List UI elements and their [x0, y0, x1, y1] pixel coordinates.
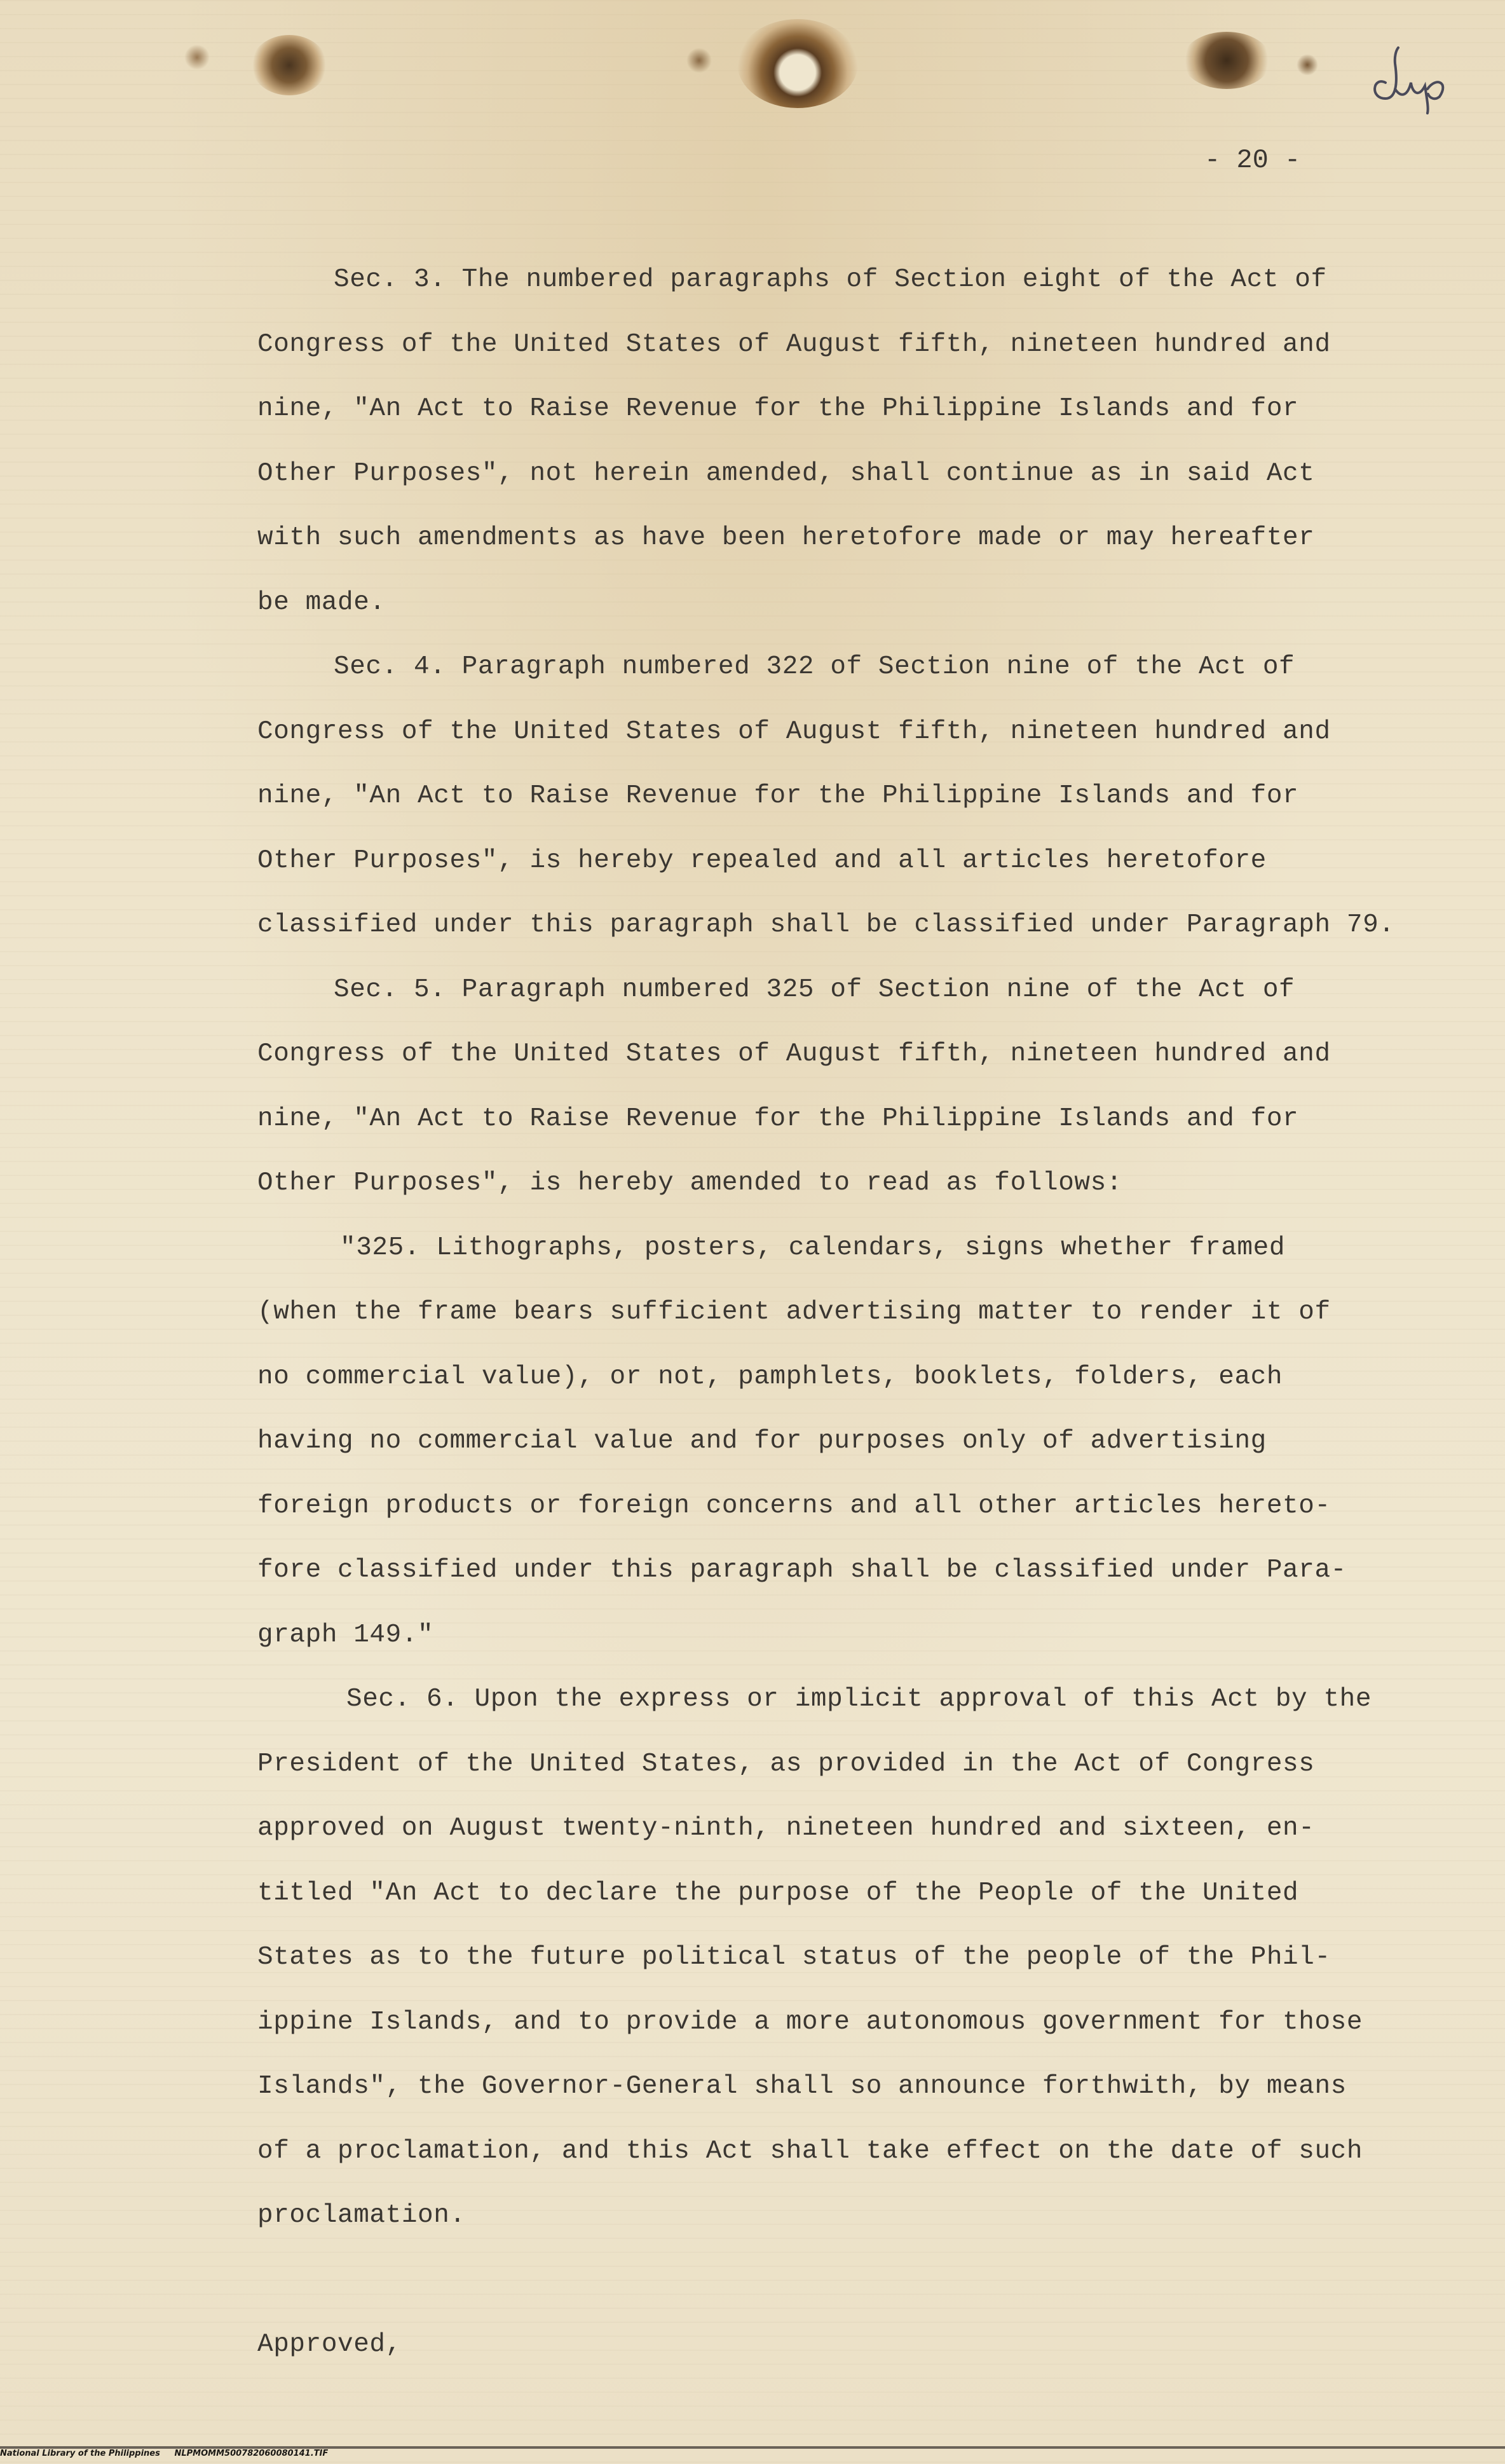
text-line: "325. Lithographs, posters, calendars, signs whether framed: [340, 1233, 1286, 1263]
text-line: foreign products or foreign concerns and all other articles hereto-: [257, 1491, 1331, 1521]
stain-mark: [251, 35, 327, 95]
stain-mark: [686, 48, 712, 73]
typed-body-text: [257, 248, 1401, 2378]
scan-credit-footer: National Library of the Philippines NLPMOMM500782060080141.TIF: [0, 2449, 329, 2458]
text-line: Other Purposes", is hereby repealed and all articles heretofore: [257, 845, 1267, 875]
text-line: Congress of the United States of August fifth, nineteen hundred and: [257, 1039, 1331, 1069]
stain-mark: [737, 19, 858, 108]
text-line: be made.: [257, 587, 386, 617]
stain-mark: [1297, 54, 1318, 76]
text-line: classified under this paragraph shall be classified under Paragraph 79.: [257, 910, 1395, 940]
text-line: [257, 2248, 1401, 2313]
text-line: President of the United States, as provided in the Act of Congress: [257, 1749, 1315, 1779]
text-line: nine, "An Act to Raise Revenue for the Philippine Islands and for: [257, 781, 1299, 811]
text-line: approved on August twenty-ninth, nineteen hundred and sixteen, en-: [257, 1814, 1315, 1843]
text-line: Sec. 4. Paragraph numbered 322 of Section nine of the Act of: [334, 652, 1295, 681]
text-line: proclamation.: [257, 2201, 466, 2230]
text-line: Sec. 3. The numbered paragraphs of Section eight of the Act of: [334, 265, 1327, 294]
text-line: graph 149.": [257, 1620, 434, 1650]
text-line: States as to the future political status of the people of the Phil-: [257, 1943, 1331, 1972]
text-line: fore classified under this paragraph shall be classified under Para-: [257, 1556, 1347, 1585]
text-line: having no commercial value and for purposes only of advertising: [257, 1427, 1267, 1456]
text-line: no commercial value), or not, pamphlets, booklets, folders, each: [257, 1362, 1283, 1392]
text-line: nine, "An Act to Raise Revenue for the Philippine Islands and for: [257, 394, 1299, 423]
stain-mark: [184, 44, 210, 70]
stain-mark: [1182, 32, 1271, 89]
page-number: - 20 -: [1204, 145, 1301, 175]
handwritten-note-dup: [1366, 38, 1474, 114]
text-line: of a proclamation, and this Act shall take effect on the date of such: [257, 2136, 1363, 2166]
text-line: Other Purposes", is hereby amended to read as follows:: [257, 1168, 1123, 1198]
text-line: Sec. 5. Paragraph numbered 325 of Section nine of the Act of: [334, 975, 1295, 1004]
text-line: Approved,: [257, 2330, 402, 2359]
text-line: (when the frame bears sufficient advertising matter to render it of: [257, 1297, 1331, 1327]
text-line: Congress of the United States of August fifth, nineteen hundred and: [257, 329, 1331, 359]
text-line: ippine Islands, and to provide a more autonomous government for those: [257, 2007, 1363, 2037]
text-line: Other Purposes", not herein amended, shall continue as in said Act: [257, 458, 1315, 488]
text-line: titled "An Act to declare the purpose of the People of the United: [257, 1878, 1299, 1908]
text-line: Islands", the Governor-General shall so announce forthwith, by means: [257, 2072, 1347, 2101]
text-line: Sec. 6. Upon the express or implicit approval of this Act by the: [346, 1685, 1372, 1714]
text-line: nine, "An Act to Raise Revenue for the Philippine Islands and for: [257, 1104, 1299, 1133]
text-line: with such amendments as have been heretofore made or may hereafter: [257, 523, 1315, 552]
text-line: Congress of the United States of August fifth, nineteen hundred and: [257, 716, 1331, 746]
